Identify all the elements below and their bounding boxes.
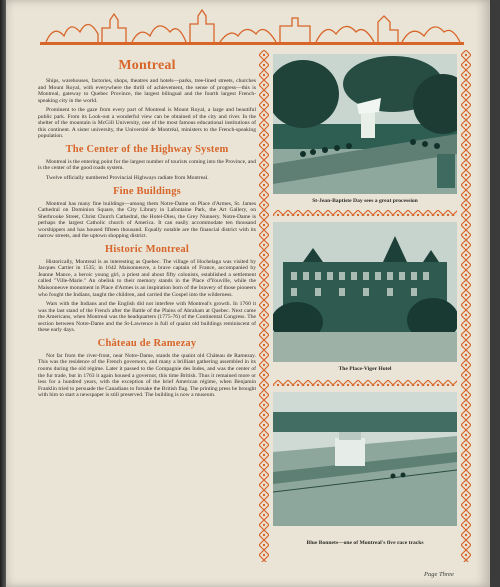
ornamental-divider [273, 210, 457, 216]
caption-blue-bonnets: Blue Bonnets—one of Montreal's five race tracks [306, 540, 424, 546]
ornamental-border-left [259, 50, 269, 562]
intro-paragraph-2: Prominent to the gaze from every part of Montreal is Mount Royal, a large and beautiful public park. From its Look-out a wonderful view can be obtained of the city and river. In the shelter of the mountain is McGill University, one of the most famous educational institutions of this continent. A sister university, the Université de Montréal, ministers to the French-speaking population. [38, 107, 256, 140]
highway-paragraph-1: Montreal is the entering point for the largest number of tourists coming into the Province, and is the center of the good roads system. [38, 158, 256, 172]
photo-blue-bonnets-race-track [273, 392, 457, 526]
caption-procession: St-Jean-Baptiste Day sees a great procession [312, 198, 418, 204]
skyline-header-illustration [40, 6, 464, 48]
section-heading-historic: Historic Montreal [105, 243, 189, 255]
highway-paragraph-2: Twelve officially numbered Provincial Highways radiate from Montreal. [46, 175, 209, 182]
article-title: Montreal [118, 58, 176, 73]
section-heading-chateau: Château de Ramezay [97, 337, 197, 349]
buildings-paragraph-1: Montreal has many fine buildings—among them Notre-Dame on Place d'Armes, St. James Cathedral on Dominion Square, the City Library in Lafontaine Park, the Art Gallery, on Sherbrooke Street, Christ Church Cathedral, the Hotel-Dieu, the Grey Nunnery. Notre-Dame is perhaps the largest Catholic church of America. It can easily accommodate ten thousand worshippers and has housed fifteen thousand. Equally notable are the financial district with its narrow streets, and the uptown shopping district. [38, 200, 256, 240]
article-column [38, 56, 256, 576]
photo-column [259, 50, 471, 562]
page-number: Page Three [424, 571, 454, 578]
ornamental-border-right [461, 50, 471, 562]
brochure-page [6, 0, 490, 587]
historic-paragraph-2: Wars with the Indians and the English did not interfere with Montreal's growth. In 1760 it was the last stand of the French after the Battle of the Plains of Abraham at Quebec. Next came the Americans, when Montreal was the headquarters (1775-76) of the Continental Congress. The section between Notre-Dame and the St-Lawrence is full of quaint old buildings reminiscent of these early days. [38, 301, 256, 334]
historic-paragraph-1: Historically, Montreal is as interesting as Quebec. The village of Hochelaga was visited by Jacques Cartier in 1535; in 1642 Maisonneuve, a brave captain of France, accompanied by Jeanne Mance, a heroic young girl, a priest and about fifty colonists, established a settlement called "Ville-Marie." An obelisk to their memory stands in the Place d'Youville, while the Maisonneuve monument in Place d'Armes is an inspiration born of the bravery of those pioneers who fought the Indians, taught the children, and carried the Gospel into the wilderness. [38, 258, 256, 298]
photo-place-viger-hotel [273, 222, 457, 362]
caption-place-viger-hotel: The Place-Viger Hotel [338, 366, 392, 372]
section-heading-highway: The Center of the Highway System [65, 143, 229, 155]
intro-paragraph-1: Ships, warehouses, factories, shops, theatres and hotels—parks, tree-lined streets, churches and Mount Royal, with everywhere the thrill of achievement, the sense of progress—this is Montreal, gateway to Quebec Province, the largest bilingual and the fourth largest French-speaking city in the world. [38, 78, 256, 104]
ornamental-divider [273, 380, 457, 386]
section-heading-buildings: Fine Buildings [113, 185, 181, 197]
chateau-paragraph-1: Not far from the river-front, near Notre-Dame, stands the quaint old Château de Ramezay. This was the residence of the French governors, and many a brilliant gathering assembled in its rooms during the old régime. Later it passed to the Compagnie des Indes, and was the center of the fur trade, but in 1763 it again housed a governor, this time British. Thus it remained more or less for a hundred years, with the exception of the brief American régime, when Benjamin Franklin tried to persuade the Canadians to forsake the British flag. The printing press he brought with him to start a newspaper is still preserved. The building is now a museum. [38, 352, 256, 399]
photo-procession [273, 54, 457, 194]
